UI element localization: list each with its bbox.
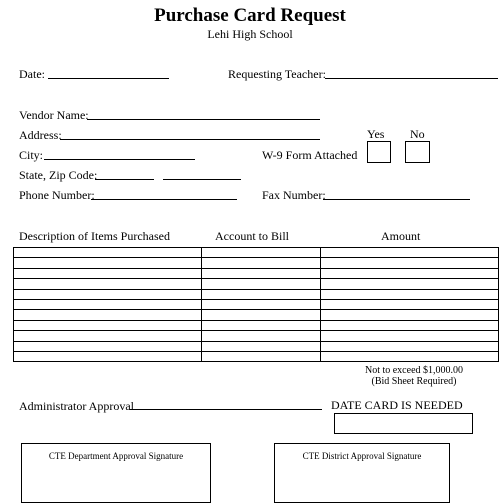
description-cell[interactable] (14, 341, 202, 351)
description-cell[interactable] (14, 351, 202, 361)
phone-field[interactable] (91, 199, 237, 200)
school-name: Lehi High School (207, 27, 293, 41)
amount-cell[interactable] (321, 248, 499, 258)
description-cell[interactable] (14, 310, 202, 320)
address-label: Address: (19, 128, 62, 142)
city-label: City: (19, 148, 44, 162)
vendor-name-label: Vendor Name: (19, 108, 89, 122)
account-cell[interactable] (201, 279, 321, 289)
amount-cell[interactable] (321, 310, 499, 320)
administrator-approval-field[interactable] (130, 409, 322, 410)
table-row (14, 351, 499, 361)
account-cell[interactable] (201, 310, 321, 320)
table-row (14, 299, 499, 309)
bid-note: (Bid Sheet Required) (371, 376, 457, 387)
table-row (14, 289, 499, 299)
fax-field[interactable] (323, 199, 470, 200)
address-field[interactable] (60, 139, 320, 140)
amount-cell[interactable] (321, 331, 499, 341)
description-cell[interactable] (14, 258, 202, 268)
amount-cell[interactable] (321, 289, 499, 299)
phone-label: Phone Number: (19, 188, 95, 202)
table-row (14, 279, 499, 289)
form-title: Purchase Card Request (154, 5, 346, 26)
amount-cell[interactable] (321, 341, 499, 351)
date-needed-label: DATE CARD IS NEEDED (331, 398, 463, 412)
table-row (14, 341, 499, 351)
zip-field[interactable] (163, 179, 241, 180)
requesting-teacher-label: Requesting Teacher: (228, 67, 326, 81)
account-cell[interactable] (201, 289, 321, 299)
account-cell[interactable] (201, 341, 321, 351)
description-cell[interactable] (14, 279, 202, 289)
administrator-approval-label: Administrator Approval (19, 399, 134, 413)
col-amount-header: Amount (381, 229, 421, 243)
col-account-header: Account to Bill (215, 229, 289, 243)
account-cell[interactable] (201, 320, 321, 330)
description-cell[interactable] (14, 289, 202, 299)
description-cell[interactable] (14, 331, 202, 341)
table-row (14, 258, 499, 268)
account-cell[interactable] (201, 268, 321, 278)
col-description-header: Description of Items Purchased (19, 229, 170, 243)
table-row (14, 268, 499, 278)
account-cell[interactable] (201, 258, 321, 268)
amount-cell[interactable] (321, 258, 499, 268)
items-table (13, 247, 499, 362)
state-field[interactable] (95, 179, 154, 180)
description-cell[interactable] (14, 299, 202, 309)
amount-cell[interactable] (321, 279, 499, 289)
table-row (14, 320, 499, 330)
table-row (14, 310, 499, 320)
amount-cell[interactable] (321, 320, 499, 330)
description-cell[interactable] (14, 320, 202, 330)
date-label: Date: (19, 67, 45, 81)
amount-cell[interactable] (321, 351, 499, 361)
cte-district-signature-label: CTE District Approval Signature (302, 451, 422, 461)
yes-label: Yes (367, 127, 385, 141)
table-row (14, 331, 499, 341)
description-cell[interactable] (14, 268, 202, 278)
date-field[interactable] (48, 78, 169, 79)
fax-label: Fax Number: (262, 188, 326, 202)
limit-note: Not to exceed $1,000.00 (364, 365, 464, 376)
requesting-teacher-field[interactable] (325, 78, 498, 79)
w9-yes-checkbox[interactable] (367, 141, 391, 163)
cte-department-signature-label: CTE Department Approval Signature (48, 451, 184, 461)
vendor-name-field[interactable] (87, 119, 320, 120)
date-needed-field[interactable] (334, 413, 473, 434)
account-cell[interactable] (201, 299, 321, 309)
table-row (14, 248, 499, 258)
amount-cell[interactable] (321, 299, 499, 309)
w9-label: W-9 Form Attached (262, 148, 358, 162)
city-field[interactable] (44, 159, 195, 160)
description-cell[interactable] (14, 248, 202, 258)
cte-department-signature-box[interactable] (21, 443, 211, 503)
cte-district-signature-box[interactable] (274, 443, 450, 503)
account-cell[interactable] (201, 248, 321, 258)
account-cell[interactable] (201, 351, 321, 361)
no-label: No (410, 127, 425, 141)
account-cell[interactable] (201, 331, 321, 341)
amount-cell[interactable] (321, 268, 499, 278)
state-zip-label: State, Zip Code: (19, 168, 98, 182)
w9-no-checkbox[interactable] (405, 141, 430, 163)
